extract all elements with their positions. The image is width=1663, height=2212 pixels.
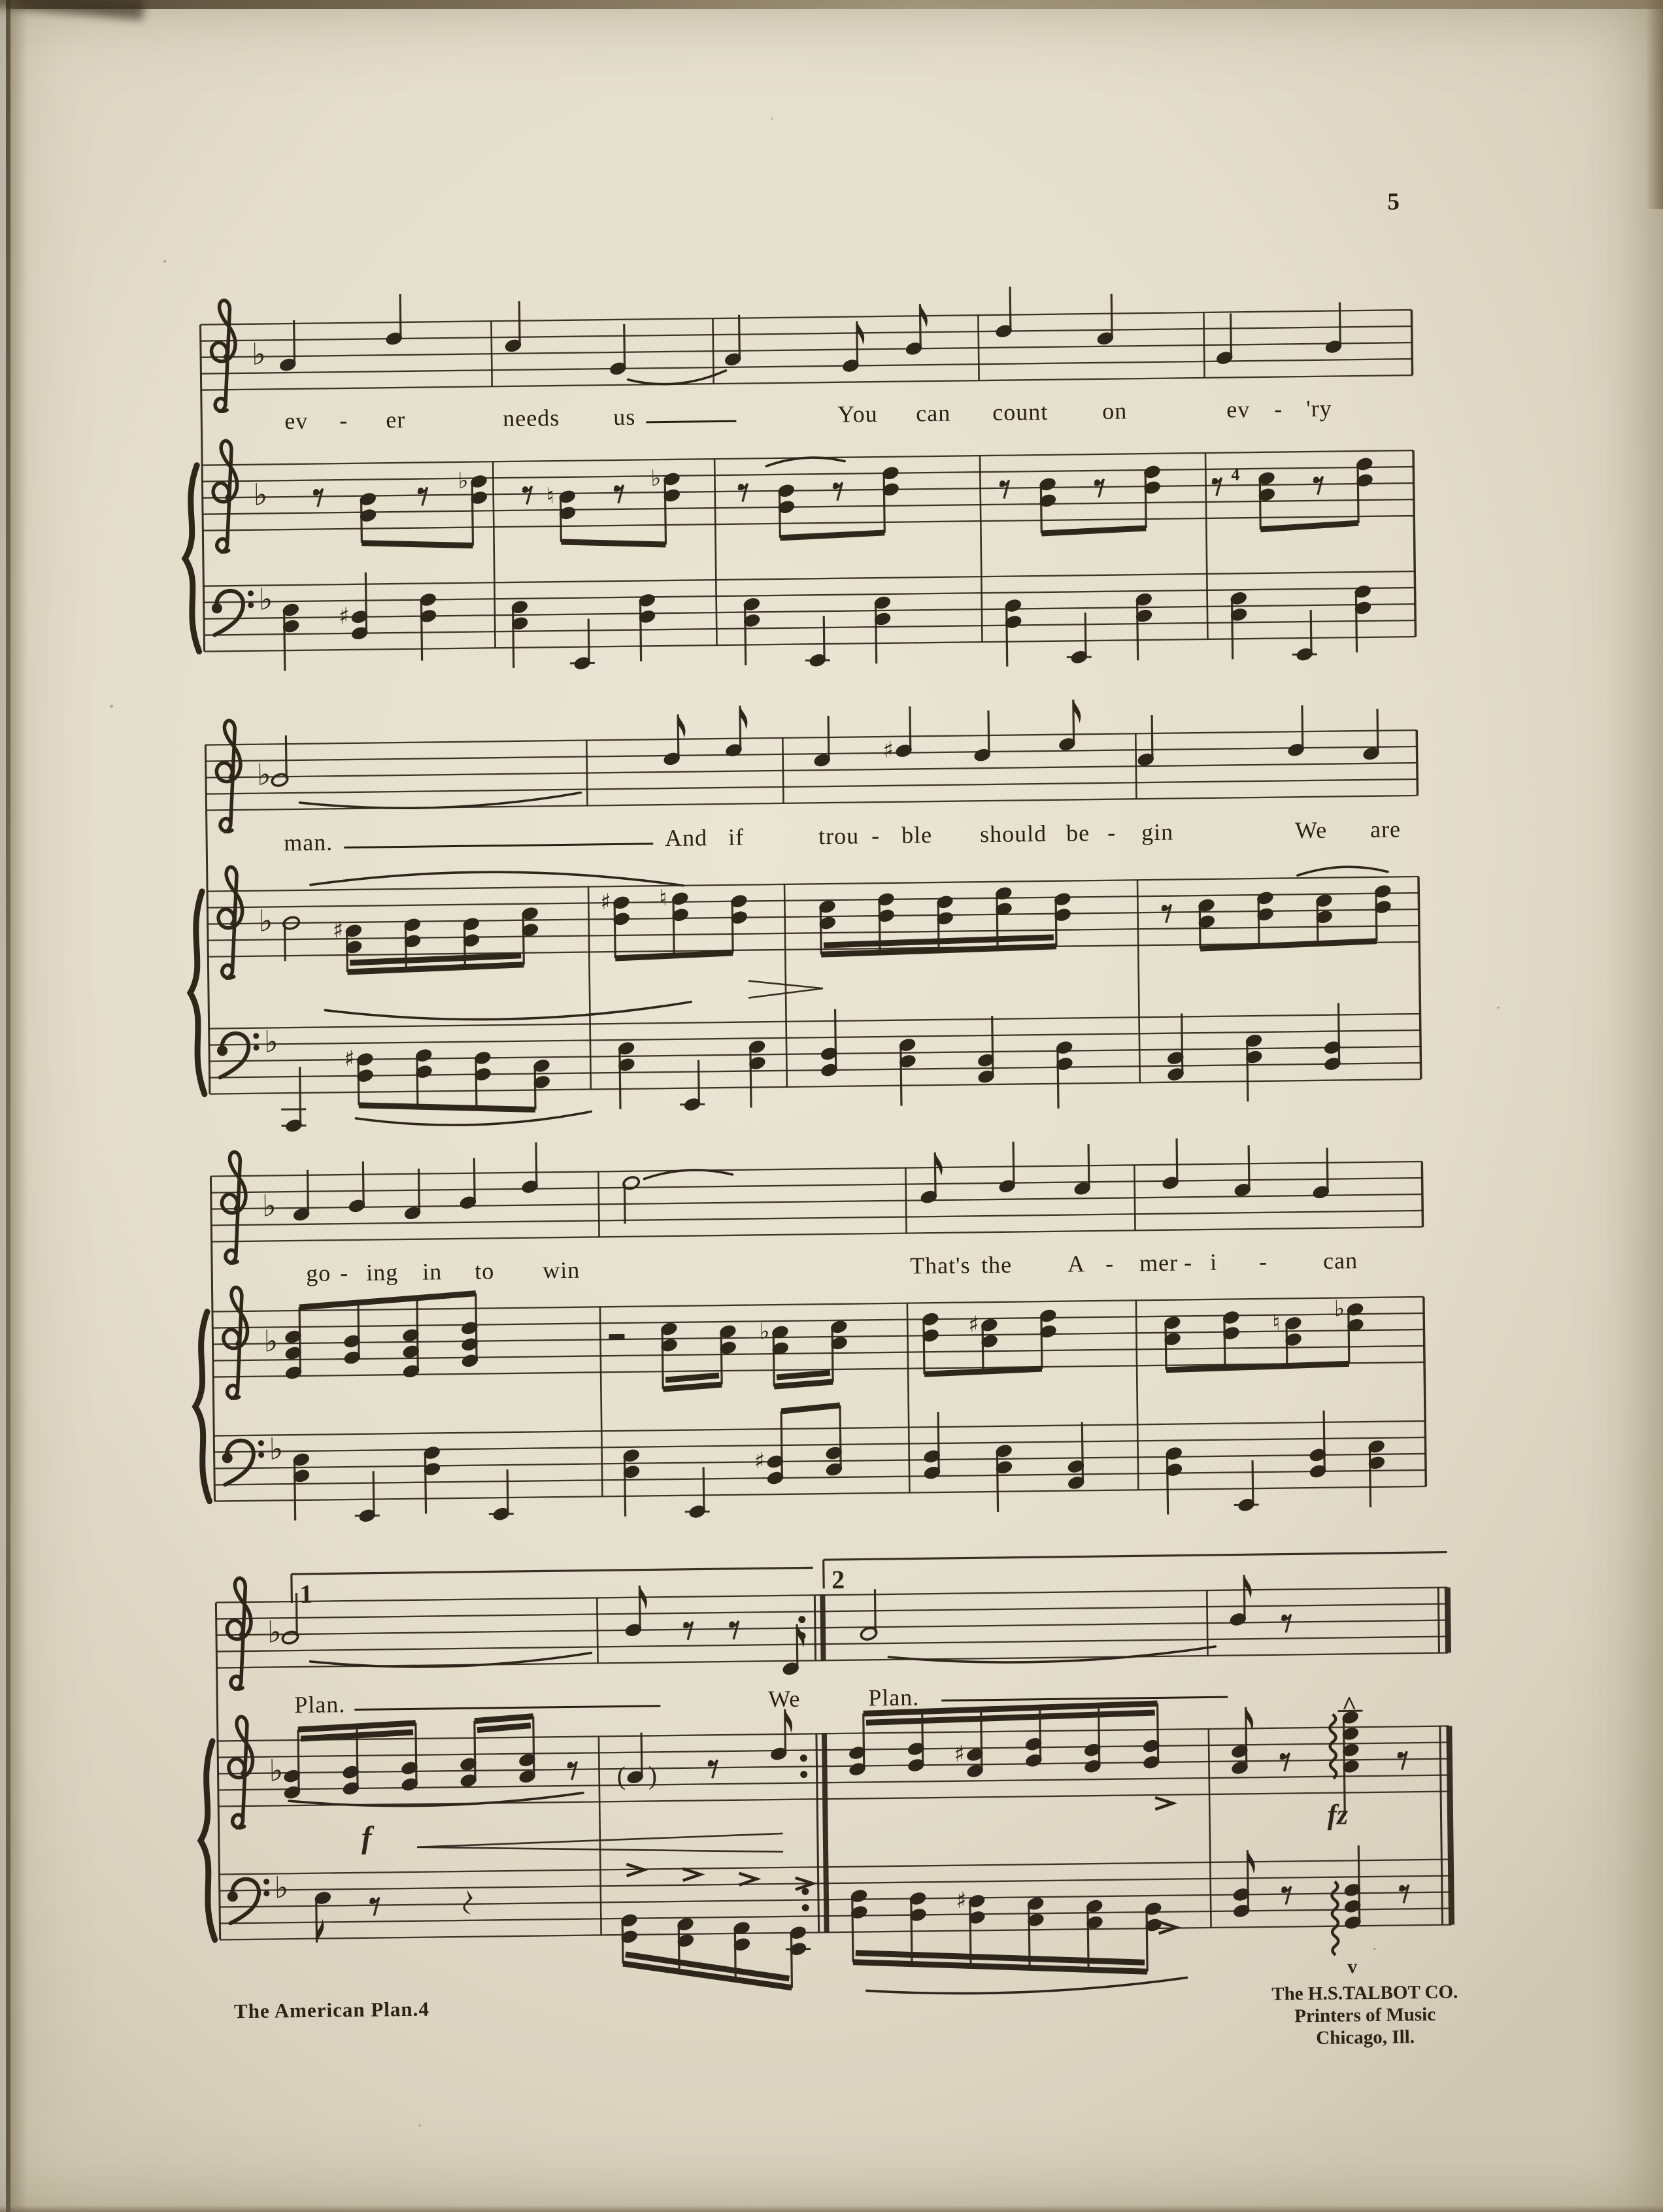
lyric-syllable: the [981,1251,1013,1279]
lyric-syllable: trou [818,822,860,850]
svg-text:♭: ♭ [258,581,273,617]
svg-text:♯: ♯ [600,889,612,916]
lyric-syllable: win [542,1256,580,1284]
lyric-syllable: mer [1139,1249,1179,1277]
svg-text:^: ^ [1341,1690,1357,1720]
paper-speck [418,2124,421,2126]
lyric-syllable: - [1273,395,1283,422]
printer-name: The H.S.TALBOT CO. [1271,1981,1458,2005]
lyric-syllable: count [992,398,1049,426]
lyric-syllable: i [1209,1248,1218,1275]
lyric-syllable: ev [1226,396,1251,423]
printer-descriptor: Printers of Music [1294,2003,1436,2027]
svg-text:♭: ♭ [759,1318,770,1345]
page-number: 5 [1387,188,1400,216]
lyric-syllable: And [664,824,708,852]
lyric-syllable: - [871,822,881,849]
paper-speck [163,260,166,263]
svg-text:2: 2 [831,1564,845,1595]
svg-text:♭: ♭ [269,1752,284,1788]
lyric-syllable: gin [1141,818,1174,846]
lyric-syllable: are [1369,816,1402,843]
svg-text:♭: ♭ [256,756,271,792]
svg-text:(: ( [616,1760,626,1791]
svg-text:♭: ♭ [263,1024,278,1060]
svg-text:♯: ♯ [955,1887,967,1914]
printer-credit [1234,1981,1496,2051]
svg-text:♭: ♭ [267,1614,282,1650]
svg-text:♭: ♭ [274,1869,289,1905]
page-edge-top [0,0,1663,9]
lyric-syllable: - [1105,1250,1115,1277]
svg-text:fz: fz [1327,1798,1349,1831]
lyric-syllable: on [1101,397,1128,424]
lyric-syllable: should [979,820,1047,848]
svg-text:♭: ♭ [650,465,662,492]
svg-text:♭: ♭ [258,903,273,939]
page-edge-left-shadow [6,0,10,2212]
svg-text:♯: ♯ [343,1045,355,1073]
lyric-syllable: 'ry [1305,395,1332,422]
lyric-syllable: man. [283,829,333,856]
svg-text:♯: ♯ [338,603,350,630]
lyric-syllable: - [1107,819,1117,846]
lyric-syllable: - [339,1260,349,1286]
svg-text:♮: ♮ [659,885,667,912]
lyric-syllable: can [1322,1247,1358,1274]
svg-text:4: 4 [1231,465,1240,484]
svg-text:♮: ♮ [1272,1309,1281,1336]
paper-speck [1497,1007,1500,1009]
plate-number-text: The American Plan.4 [233,1997,430,2023]
paper-speck [110,705,113,708]
lyric-syllable: to [474,1258,495,1284]
page-edge-bottom [0,2205,1663,2212]
lyric-syllable: ev [284,407,309,435]
lyric-syllable: in [422,1258,443,1285]
svg-text:♭: ♭ [251,336,267,372]
svg-text:♮: ♮ [546,483,555,510]
lyric-syllable: You [837,401,878,427]
lyric-syllable: ing [365,1259,399,1286]
svg-text:♭: ♭ [458,467,469,494]
svg-text:♭: ♭ [1334,1296,1345,1322]
svg-text:♯: ♯ [882,737,894,763]
paper-speck [1373,1948,1376,1950]
paper-speck [771,118,773,120]
svg-text:1: 1 [299,1579,313,1609]
lyric-syllable: ble [901,822,933,848]
lyric-syllable: go [305,1260,331,1286]
lyric-syllable: needs [503,404,560,432]
lyric-syllable: can [915,399,951,427]
svg-text:f: f [361,1820,373,1855]
svg-text:♭: ♭ [269,1431,284,1467]
lyric-syllable: us [613,403,636,430]
svg-text:♯: ♯ [954,1741,965,1768]
svg-text:♯: ♯ [968,1311,979,1338]
lyric-syllable: A [1067,1250,1086,1277]
lyric-syllable: That's [909,1252,971,1279]
page-crease [10,0,27,2212]
svg-text:♯: ♯ [332,917,344,944]
svg-text:v: v [1347,1956,1358,1978]
svg-text:♭: ♭ [261,1188,277,1224]
lyric-syllable: We [1294,816,1328,844]
lyric-syllable: be [1066,820,1090,846]
printer-city: Chicago, Ill. [1316,2026,1415,2049]
svg-text:♭: ♭ [263,1323,278,1359]
lyric-syllable: - [339,407,348,434]
lyric-syllable: if [728,824,745,850]
lyric-syllable: - [1183,1249,1193,1276]
lyric-syllable: Plan. [294,1691,346,1718]
svg-text:): ) [648,1760,658,1790]
lyric-syllable: Plan. [867,1684,920,1711]
svg-text:♯: ♯ [754,1448,765,1475]
page-corner-shadow [1646,0,1663,209]
page-edge-left [0,0,6,2212]
lyric-syllable: We [768,1685,801,1713]
svg-text:♭: ♭ [253,477,268,512]
lyric-syllable: er [386,406,406,433]
lyric-syllable: - [1258,1248,1268,1275]
